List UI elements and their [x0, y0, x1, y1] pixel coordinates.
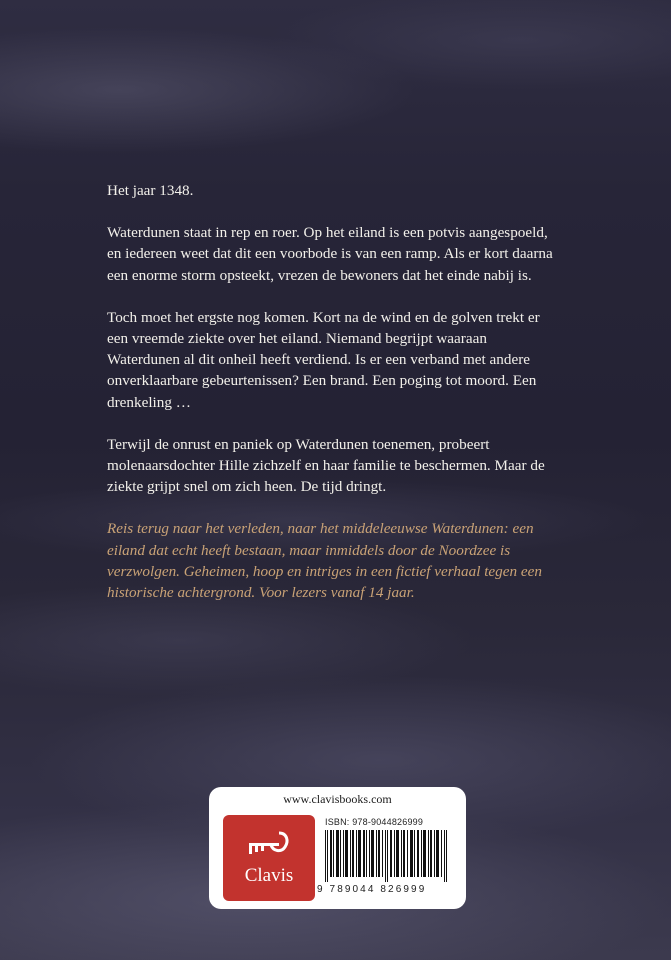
- isbn-label: ISBN: 978-9044826999: [325, 817, 424, 827]
- paragraph-disease: Toch moet het ergste nog komen. Kort na de wind en de golven trekt er een vreemde ziekte over het eiland. Niemand begrijpt waaraan Waterdunen al dit onheil heeft verdiend. Is er een verband met andere onverklaarbare gebeurtenissen? Een brand. Een poging tot moord. Een drenkeling …: [107, 308, 540, 411]
- paragraph-storm: Waterdunen staat in rep en roer. Op het eiland is een potvis aangespoeld, en iedereen weet dat dit een voorbode is van een ramp. Als er kort daarna een enorme storm opsteekt, vrezen de bewoners dat het einde nabij is.: [107, 224, 553, 284]
- logo-text: Clavis: [244, 865, 294, 886]
- blurb-italic: Reis terug naar het verleden, naar het middeleeuwse Waterdunen: een eiland dat echt heeft bestaan, maar inmiddels door de Noordzee is verzwolgen. Geheimen, hoop en intriges in een fictief verhaal tegen een historische achtergrond. Voor lezers vanaf 14 jaar.: [107, 520, 542, 602]
- barcode-digits: 9 789044 826999: [317, 884, 427, 895]
- back-cover-text: [107, 180, 562, 624]
- key-icon: [245, 825, 293, 865]
- paragraph-hille: Terwijl de onrust en paniek op Waterdunen toenemen, probeert molenaarsdochter Hille zichzelf en haar familie te beschermen. Maar de ziekte grijpt snel om zich heen. De tijd dringt.: [107, 435, 545, 496]
- publisher-barcode-panel: [209, 787, 466, 909]
- clavis-logo: [223, 815, 315, 901]
- paragraph-year: Het jaar 1348.: [107, 182, 194, 199]
- barcode: [323, 830, 455, 882]
- publisher-website: www.clavisbooks.com: [283, 792, 392, 806]
